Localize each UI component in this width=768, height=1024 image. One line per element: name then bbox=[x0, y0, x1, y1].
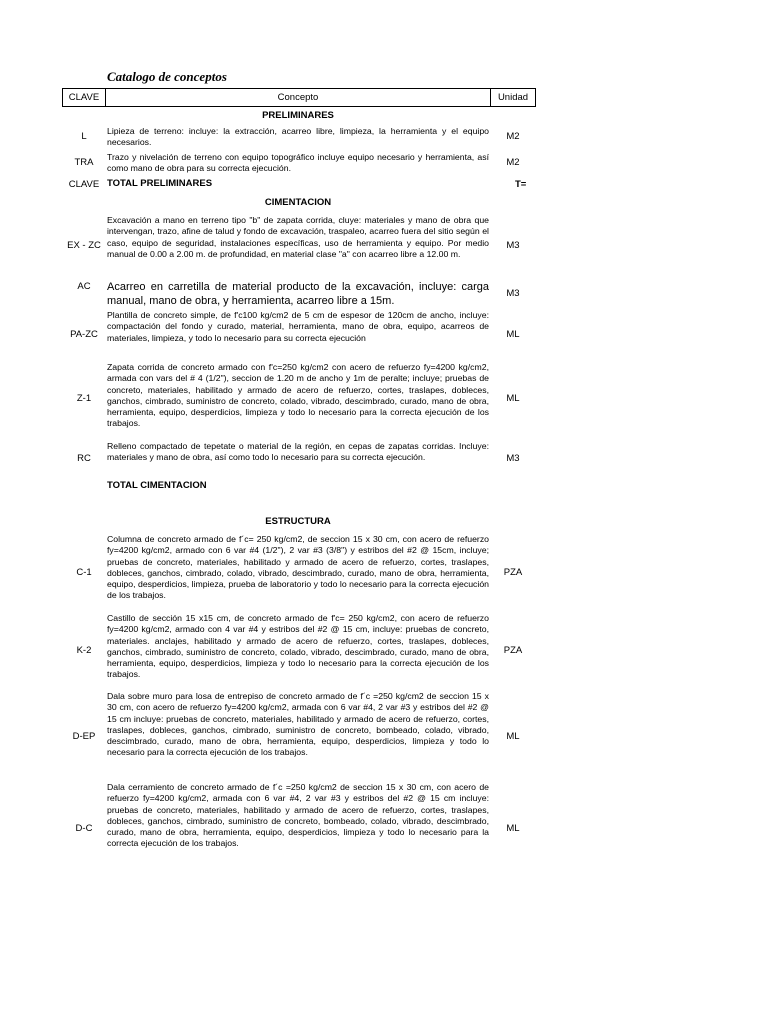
row-concepto: Dala cerramiento de concreto armado de f´c =250 kg/cm2 de seccion 15 x 30 cm, con acero de refuerzo fy=4200 kg/cm2, armada con 6 var #4, 2 var #3 y estribos del #2 @ 15 cm incluye: pruebas de concreto, materiales, habilitado y armado de acero de refuerzo, cortes, traslapes, dobleces, ganchos, cimbrado, suministro de concreto, bombeado, colado, vibrado, descimbrado, curado, mano de obra, herramienta, equipo, desperdicios, limpieza y todo lo necesario para la correcta ejecución de los trabajos. bbox=[107, 782, 489, 849]
header-unidad: Unidad bbox=[497, 92, 529, 103]
row-clave: TRA bbox=[74, 157, 94, 168]
row-unidad: M3 bbox=[506, 288, 520, 299]
row-unidad: PZA bbox=[503, 567, 523, 578]
row-unidad: PZA bbox=[503, 645, 523, 656]
row-clave: C-1 bbox=[76, 567, 92, 578]
row-clave: D-EP bbox=[72, 731, 96, 742]
row-concepto: Dala sobre muro para losa de entrepiso de concreto armado de f´c =250 kg/cm2 de seccion 15 x 30 cm, con acero de refuerzo fy=4200 kg/cm2, armada con 6 var #4, 2 var #3 y estribos del #2 @ 15 cm incluye: pruebas de concreto, materiales, habilitado y armado de acero de refuerzo, cortes, traslapes, dobleces, ganchos, cimbrado, suministro de concreto, bombeado, colado, vibrado, descimbrado, curado, mano de obra, herramienta, equipo, desperdicios, limpieza y todo lo necesario para la correcta ejecución de los trabajos. bbox=[107, 691, 489, 758]
section-title-preliminares: PRELIMINARES bbox=[262, 110, 334, 121]
row-unidad: ML bbox=[506, 393, 520, 404]
row-concepto: Castillo de sección 15 x15 cm, de concreto armado de f'c= 250 kg/cm2, con acero de refuerzo fy=4200 kg/cm2, armado con 4 var #4 y estribos del #2 @ 15 cm, incluye: pruebas de concreto, materiales. anclajes, habilitado y armado de acero de refuerzo, cortes, traslapes, dobleces, ganchos, cimbrado, suministro de concreto, colado, vibrado, descimbrado, curado, mano de obra, herramienta, equipo, desperdicios, limpieza y todo lo necesario para la correcta ejecución de los trabajos. bbox=[107, 613, 489, 680]
total-preliminares-value: T= bbox=[515, 179, 527, 190]
total-cimentacion-label: TOTAL CIMENTACION bbox=[107, 480, 207, 491]
row-unidad: ML bbox=[506, 329, 520, 340]
row-unidad: M2 bbox=[506, 157, 520, 168]
row-concepto: Acarreo en carretilla de material producto de la excavación, incluye: carga manual, mano de obra, y herramienta, acarreo libre a 15m. bbox=[107, 281, 489, 307]
section-title-estructura: ESTRUCTURA bbox=[265, 516, 331, 527]
header-concepto: Concepto bbox=[106, 89, 491, 106]
table-header bbox=[62, 88, 536, 107]
row-clave: RC bbox=[77, 453, 91, 464]
row-concepto: Excavación a mano en terreno tipo "b" de zapata corrida, cluye: materiales y mano de obra que intervengan, trazo, afine de talud y fondo de excavación, traspaleo, acarreo fuera del sitio según el caso, equipo de seguridad, instalaciones específicas, uso de herramienta y equipo. Por medio manual de 0.00 a 2.00 m. de profundidad, en material clase "a" con acarreo libre a 12.00 m. bbox=[107, 215, 489, 259]
row-unidad: ML bbox=[506, 731, 520, 742]
row-unidad: M3 bbox=[506, 453, 520, 464]
row-unidad: M3 bbox=[506, 240, 520, 251]
row-clave: AC bbox=[77, 281, 91, 292]
row-clave: PA-ZC bbox=[70, 329, 98, 340]
row-unidad: M2 bbox=[506, 131, 520, 142]
row-clave: EX - ZC bbox=[67, 240, 101, 251]
header-clave: CLAVE bbox=[63, 89, 106, 106]
row-concepto: Columna de concreto armado de f´c= 250 kg/cm2, de seccion 15 x 30 cm, con acero de refuerzo fy=4200 kg/cm2, armado con 6 var #4 (1/2"), 2 var #3 (3/8") y estribos del #2 @ 15cm, incluye; pruebas de concreto, materiales, habilitado y armado de acero de refuerzo, cortes, traslapes, dobleces, ganchos, cimbrado, colado, vibrado, descimbrado, curado, mano de obra, herramienta, equipo, desperdicios, limpieza, prueba de laboratorio y todo lo necesario para la correcta ejecución de los trabajos. bbox=[107, 534, 489, 601]
row-concepto: Trazo y nivelación de terreno con equipo topográfico incluye equipo necesario y herramienta, así como mano de obra para su correcta ejecución. bbox=[107, 152, 489, 174]
row-clave: Z-1 bbox=[76, 393, 92, 404]
document-title: Catalogo de conceptos bbox=[107, 69, 227, 84]
row-concepto: Plantilla de concreto simple, de f'c100 kg/cm2 de 5 cm de espesor de 120cm de ancho, incluye: compactación del fondo y curado, material, herramienta, mano de obra, equipo, acarreos de materiales, limpieza, y todo lo necesario para su correcta ejecución bbox=[107, 310, 489, 343]
row-clave: L bbox=[81, 131, 87, 142]
row-concepto: Lipieza de terreno: incluye: la extracción, acarreo libre, limpieza, la herramienta y el equipo necesarios. bbox=[107, 126, 489, 148]
section-title-cimentacion: CIMENTACION bbox=[264, 197, 332, 208]
row-concepto: Zapata corrida de concreto armado con f'c=250 kg/cm2 con acero de refuerzo fy=4200 kg/cm2, armada con vars del # 4 (1/2"), seccion de 1.20 m de ancho y 1m de peralte; incluye; pruebas de concreto, materiales, habilitado y armado de acero de refuerzo, cortes, traslapes, dobleces, ganchos, cimbrado, suministro de concreto, colado, vibrado, descimbrado, curado, mano de obra, herramienta, equipo, desperdicios, limpieza y todo lo necesario para la correcta ejecución de los trabajos. bbox=[107, 362, 489, 429]
row-clave: K-2 bbox=[76, 645, 92, 656]
row-clave: D-C bbox=[75, 823, 93, 834]
row-concepto: Relleno compactado de tepetate o material de la región, en cepas de zapatas corridas. Incluye: materiales y mano de obra, así como todo lo necesario para su correcta ejecución. bbox=[107, 441, 489, 463]
row-unidad: ML bbox=[506, 823, 520, 834]
total-clave: CLAVE bbox=[68, 179, 100, 190]
total-preliminares-label: TOTAL PRELIMINARES bbox=[107, 178, 213, 189]
